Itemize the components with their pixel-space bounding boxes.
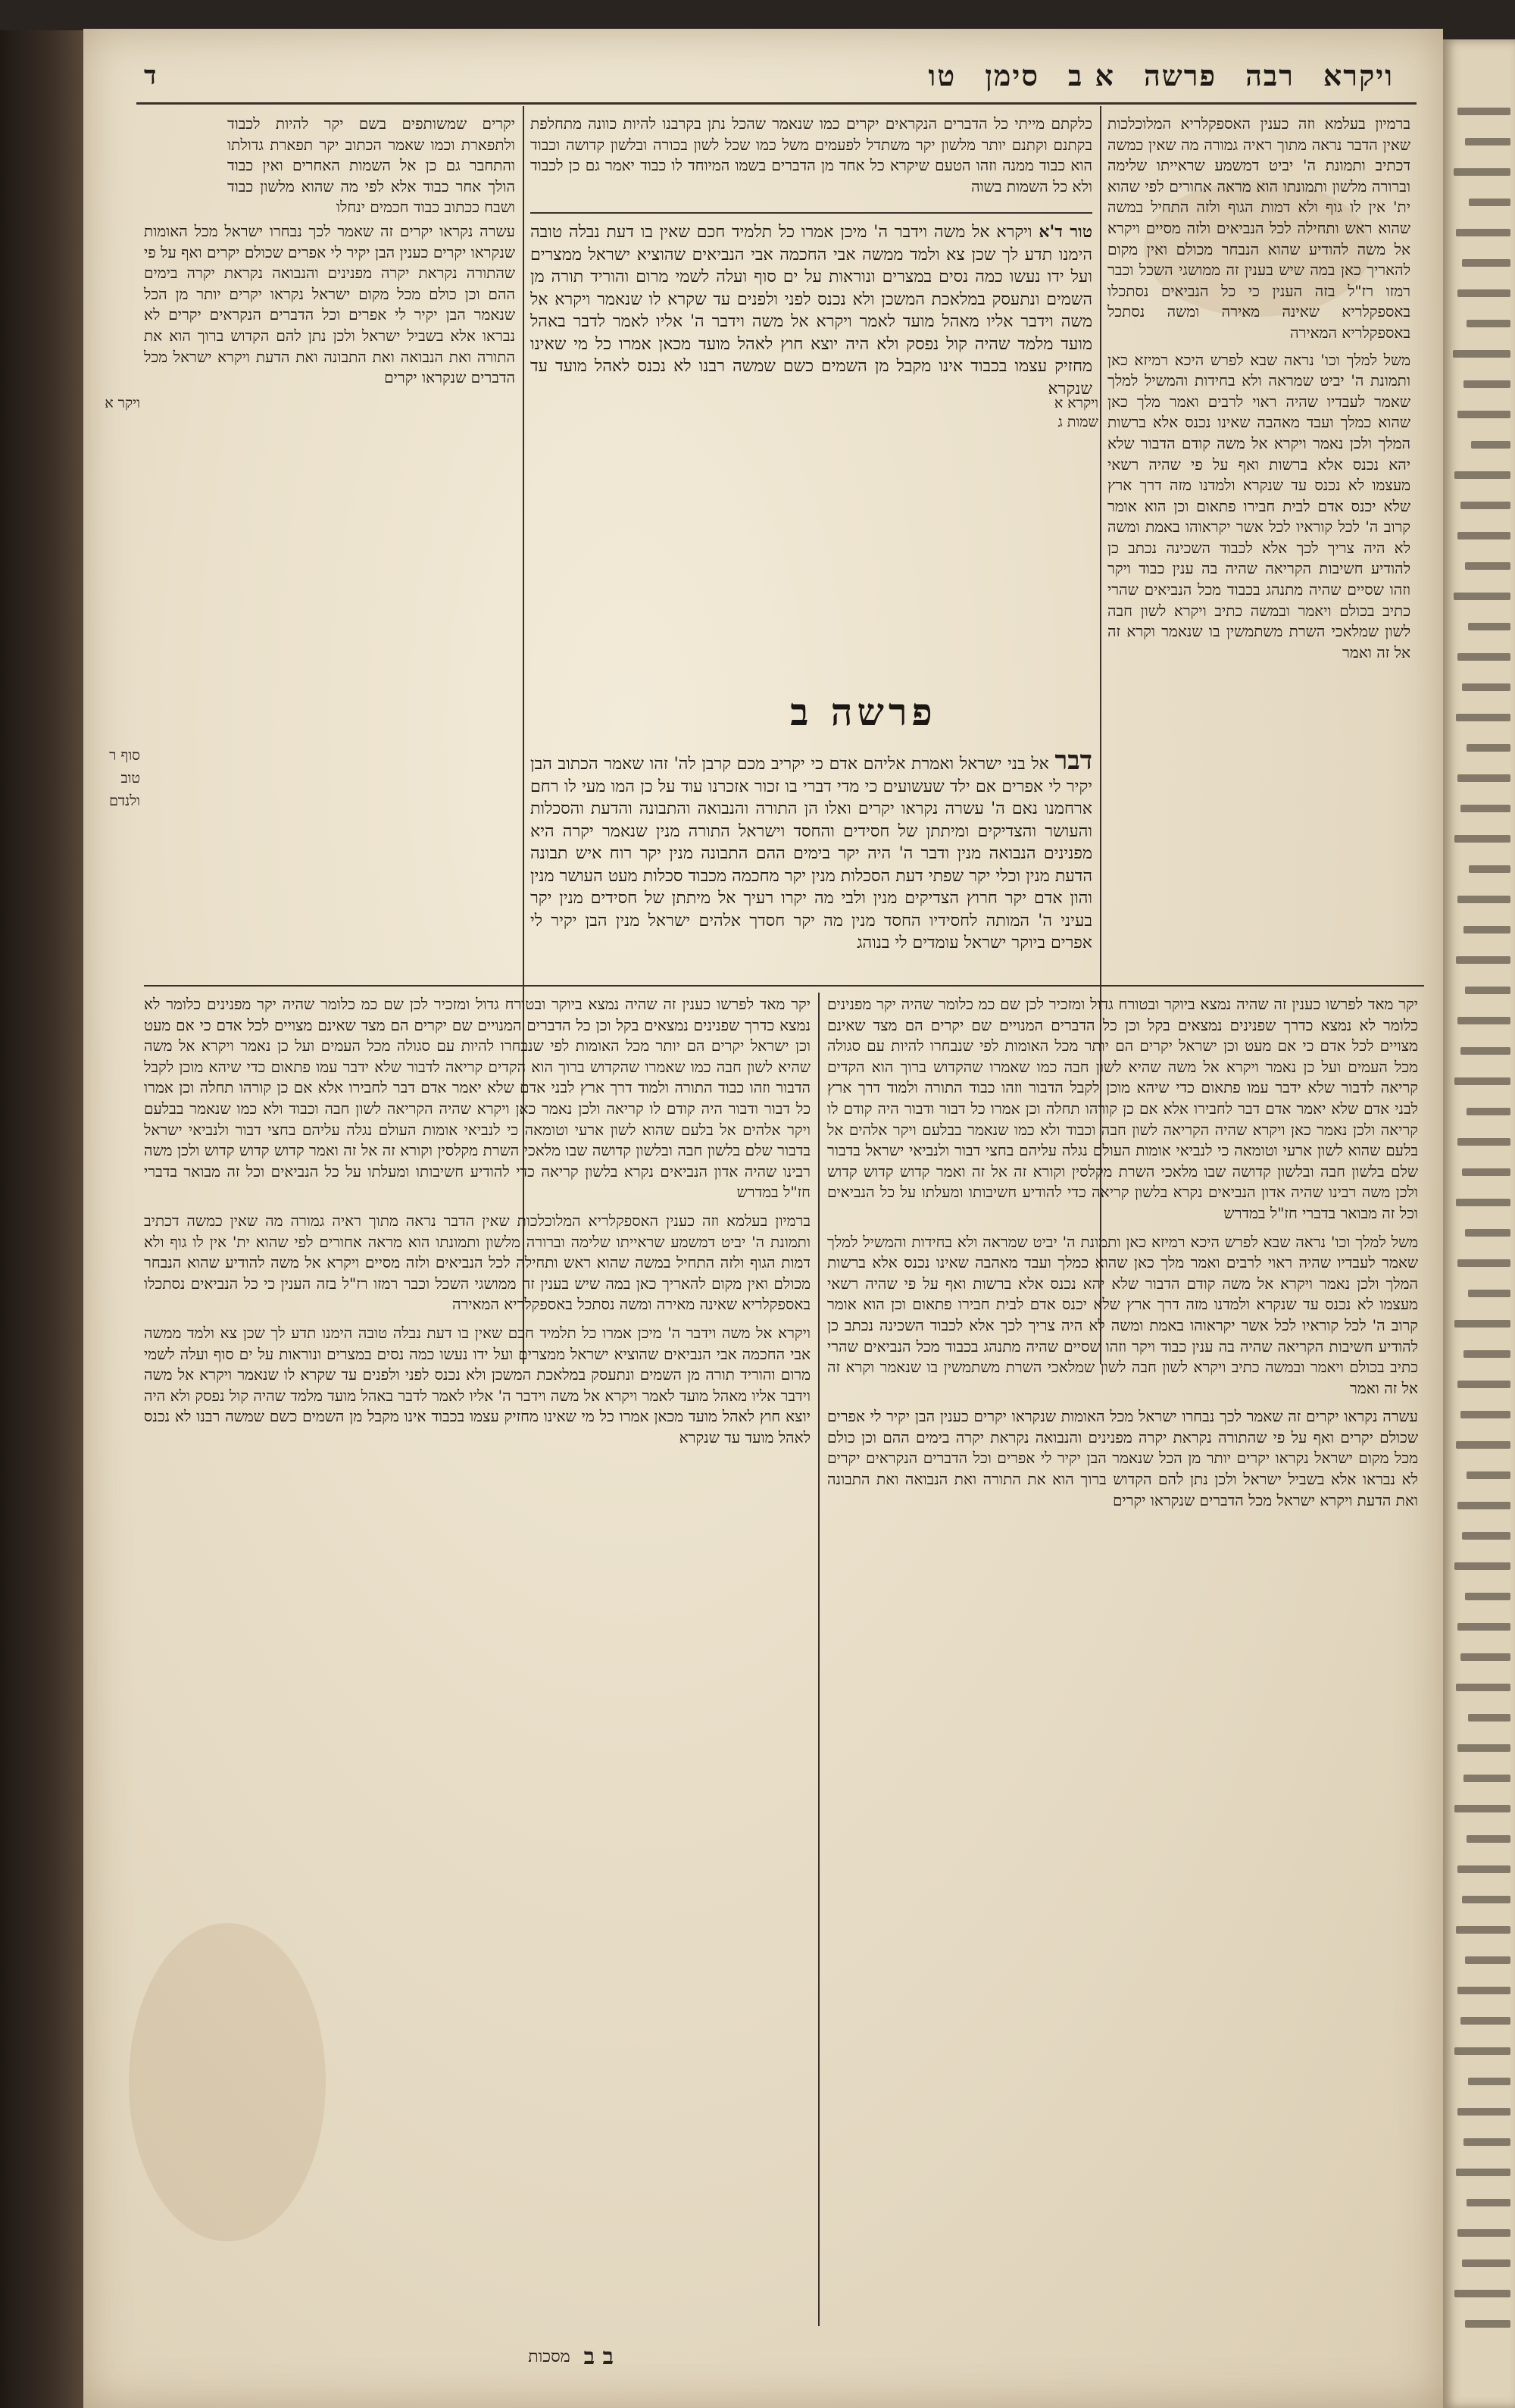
column-divider — [818, 993, 820, 2326]
running-header — [144, 53, 1394, 99]
main-midrash-text: אל בני ישראל ואמרת אליהם אדם כי יקריב מכם קרבן לה' זהו שאמר הכתוב הבן יקיר לי אפרים אם ילד שעשועים כי מדי דברי בו זכור אזכרנו עוד על כן המו מעי לו רחם ארחמנו נאם ה' עשרה נקראו יקרים ואלו הן התורה והנבואה והתבונה והדעת והסכלות והעושר והצדיקים ומיתתן של חסידים והחסד וישראל התורה מנין שנאמר יקרה היא מפנינים הנבואה מנין ודבר ה' היה יקר בימים ההם התבונה מנין יקר רוח איש תבונה הדעת מנין וכלי יקר שפתי דעת הסכלות מנין יקר מחכמה מכבוד סכלות מעט העושר מנין והון אדם יקר חרוץ הצדיקים מנין ולבי מה יקרו רעיך אל מיתתן של חסידים מנין יקר בעיני ה' המותה לחסידיו החסד מנין מה יקר חסדך אלהים ישראל מנין הבן יקיר לי אפרים ביוקר ישראל — [530, 755, 1092, 952]
commentary-right-column — [1107, 114, 1410, 985]
midrash-text-block — [530, 221, 1092, 676]
commentary-left-column — [144, 221, 515, 979]
commentary-right-body: משל למלך וכו' נראה שבא לפרש היכא רמיזא כאן ותמונת ה' יביט שמראה ולא בחידות והמשיל למלך שאמר לעבדיו שהיה ראוי לרבים ואמר מלך כאן שהוא כמלך ועבד מאהבה שאינו נכנס אלא ברשות המלך ולכן נאמר ויקרא אל משה קודם הדבור שלא יהא נכנס אלא ברשות ואף על פי שהיה רשאי מעצמו לא נכנס עד שנקרא ולמדנו מזה דרך ארץ שלא יכנס אדם לבית חבירו פתאום וכן הוא אומר קרוב ה' לכל קוראיו לכל אשר יקראוהו באמת ומשה לא היה צריך לכך אלא לכבוד השכינה נכתב כן להודיע חשיבות הקריאה שהיה בה ענין כבוד ויקר וזהו שסיים שהיה מתנהג בכבוד מכל הנביאים שהרי כתיב בכולם ויאמר ובמשה כתיב ויקרא לשון חבה לשון שמלאכי השרת משתמשין בו שנאמר וקרא זה אל זה ואמר — [1107, 350, 1410, 661]
book-spine — [0, 30, 87, 2408]
folio-number: ד — [144, 61, 158, 91]
header-book: ויקרא — [1323, 58, 1394, 92]
commentary-top-middle-text: כלקתם מייתי כל הדברים הנקראים יקרים כמו שנאמר שהכל נתן בקרבנו להיות כוונה מתחלפת בקתנם וקתנם יותר מלשון יקר משתדל לפעמים משל כמו שכל לשון בכורה ובלשון קדושה וכבוד הוא כבוד ממנה וזהו הטעם שיקרא כל אחד מן הדברים בשמו המיוחד לו כבוד יאמר גם כן לכבוד ולא כל השמות בשוה — [530, 114, 1092, 195]
section-rule — [144, 985, 1424, 987]
header-siman-word: סימן — [985, 58, 1039, 92]
page-footer — [189, 2341, 614, 2372]
header-rabbah: רבה — [1245, 58, 1295, 92]
header-parsha-word: פרשה — [1143, 58, 1217, 92]
commentary-bottom-left-text: יקר מאד לפרשו כענין זה שהיה נמצא ביוקר ובטורח גדול ומזכיר לכן שם כמ כלומר שהיה יקר מפנינים כלומר לא נמצא כדרך שפנינים נמצאים בקל וכן כל הדברים המנויים שם יקרים הם מצד שאינם מצויים לכל אדם כי אם מעט וכן ישראל יקרים הם יותר מכל האומות לפי שנבחרו להיות עם סגולה מכל העמים ועל כן נאמר ויקרא אל משה שהיא לשון חבה כמו שאמרו שהקדוש ברוך הוא הקדים קריאה לדבור שלא ידבר עמו פתאום כדי שיהא מוכן לקבל הדבור וזהו כבוד התורה ולמוד דרך ארץ לבני אדם שלא יאמר אדם דבר לחבירו אלא אם כן קורהו תחלה וכן אמרו כל דבור ודבור היה קודם לו קריאה ולכן נאמר כאן ויקרא שהיה הקריאה לשון חבה וכבוד ולא כמו שנאמר בבלעם ויקר אלהים אל בלעם שהוא לשון ארעי וטומאה כי לנביאי אומות העולם נגלה עליהם בחצי דבור ולנביאי ישראל בדבור שלם בלשון חבה ובלשון קדושה שבו מלאכי השרת מקלסין וקורא זה אל זה ואמר קדוש קדוש קדוש ולכן משה רבינו שהיה אדון הנביאים נקרא בלשון קריאה כדי להודיע חשיבותו ומעלתו על כל הנביאים וכל זה מבואר בדברי חז"ל במדרש — [144, 995, 811, 1202]
commentary-left-text: עשרה נקראו יקרים זה שאמר לכך נבחרו ישראל מכל האומות שנקראו יקרים כענין הבן יקיר לי אפרים שכולם יקרים ואף על פי שהתורה נקראת יקרה מפנינים והנבואה נקראת יקרה בימים ההם וכן כולם מכל מקום ישראל נקראו יקרים יותר מן הכל שנאמר הבן יקיר לי אפרים וכל הדברים הנקראים יקרים לא נבראו אלא בשביל ישראל ולכן נתן להם הקדוש ברוך הוא את התורה ואת הנבואה ואת התבונה ואת הדעת ויקרא ישראל מכל הדברים שנקראו יקרים — [144, 222, 515, 387]
margin-note-right: ויקרא א שמות ג — [1054, 395, 1098, 430]
commentary-top-middle — [530, 114, 1092, 205]
section-rule — [530, 212, 1092, 214]
dibur-label: דבר — [1054, 746, 1092, 776]
margin-note-left: טוב — [120, 770, 140, 787]
facing-page-edge — [1443, 39, 1515, 2408]
header-rule — [136, 102, 1417, 105]
commentary-bottom-left-cont: ברמיון בעלמא וזה כענין האספקלריא המלוכלכות שאין הדבר נראה מתוך ראיה גמורה מה שאין כמשה דכתיב ותמונת ה' יביט דמשמע שראייתו שלימה וברורה מלשון ותמונתו הוא מראה אחורים לפי שהוא ית' אין לו גוף ולא דמות הגוף ולזה התחיל במשה שהוא ראש ותחילה לכל הנביאים ולזה מסיים ויקרא אל משה להודיע שהוא הנבחר מכולם ואין מקום להאריך כאן במה שיש בענין זה ממושגי השכל וכבר רמזו רז"ל בזה הענין כי כל הנביאים נסתכלו באספקלריא שאינה מאירה ומשה נסתכל באספקלריא המאירה — [144, 1211, 811, 1314]
parsha-heading: פרשה ב — [790, 690, 937, 734]
midrash-text: ויקרא אל משה וידבר ה' מיכן אמרו כל תלמיד חכם שאין בו דעת נבלה טובה הימנו תדע לך שכן צא ולמד ממשה אבי החכמה אבי הנביאים שהוציא ישראל ממצרים ועל ידו נעשו כמה נסים במצרים ונוראות על ים סוף ועלה לשמי מרום והוריד תורה מן השמים ונתעסק במלאכת המשכן ולא נכנס לפני ולפנים עד שקרא לו שנאמר ויקרא אל משה וידבר אליו מאהל מועד לאמר ויקרא אל משה וידבר ה' אליו לאמר לדבר באהל מועד מלמד שהיה קול נפסק ולא היה יוצא חוץ לאהל מועד מכאן אמרו כל מי שאינו מחזיק עצמו בכבוד אינו מקבל מן השמים כשם שמשה רבנו לא נכנס לאהל מועד עד שנקרא — [530, 223, 1092, 399]
main-midrash-tail: עומדים לי בנוהג — [857, 933, 959, 952]
commentary-top-right: ברמיון בעלמא וזה כענין האספקלריא המלוכלכות שאין הדבר נראה מתוך ראיה גמורה מה שאין כמשה דכתיב ותמונת ה' יביט דמשמע שראייתו שלימה וברורה מלשון ותמונתו הוא מראה אחורים לפי שהוא ית' אין לו גוף ולא דמות הגוף ולזה התחיל במשה שהוא ראש ותחילה לכל הנביאים ולזה מסיים ויקרא אל משה להודיע שהוא הנבחר מכולם ואין מקום להאריך כאן במה שיש בענין זה ממושגי השכל וכבר רמזו רז"ל בזה הענין כי כל הנביאים נסתכלו באספקלריא שאינה מאירה ומשה נסתכל באספקלריא המאירה — [1107, 114, 1411, 342]
commentary-bottom-right — [827, 994, 1418, 2328]
margin-note-left: ויקר א — [105, 395, 140, 411]
commentary-bottom-right-text: יקר מאד לפרשו כענין זה שהיה נמצא ביוקר ובטורח גדול ומזכיר לכן שם כמ כלומר שהיה יקר מפנינים כלומר לא נמצא כדרך שפנינים נמצאים בקל וכן כל הדברים המנויים שם יקרים הם מצד שאינם מצויים לכל אדם כי אם מעט וכן ישראל יקרים הם יותר מכל האומות לפי שנבחרו להיות עם סגולה מכל העמים ועל כן נאמר ויקרא אל משה שהיא לשון חבה כמו שאמרו שהקדוש ברוך הוא הקדים קריאה לדבור שלא ידבר עמו פתאום כדי שיהא מוכן לקבל הדבור וזהו כבוד התורה ולמוד דרך ארץ לבני אדם שלא יאמר אדם דבר לחבירו אלא אם כן קורהו תחלה וכן אמרו כל דבור ודבור היה קודם לו קריאה ולכן נאמר כאן ויקרא שהיה הקריאה לשון חבה וכבוד ולא כמו שנאמר בבלעם ויקר אלהים אל בלעם שהוא לשון ארעי וטומאה כי לנביאי אומות העולם נגלה עליהם בחצי דבור ולנביאי ישראל בדבור שלם בלשון חבה ובלשון קדושה שבו מלאכי השרת מקלסין וקורא זה אל זה ואמר קדוש קדוש קדוש ולכן משה רבינו שהיה אדון הנביאים נקרא בלשון קריאה כדי להודיע חשיבותו ומעלתו על כל הנביאים וכל זה מבואר בדברי חז"ל במדרש — [827, 995, 1418, 1222]
catchword: מסכות — [528, 2347, 570, 2366]
margin-note-left: סוף ר — [109, 747, 140, 764]
commentary-bottom-left — [144, 994, 811, 2328]
commentary-top-left-text: יקרים שמשותפים בשם יקר להיות לכבוד ולתפארת וכמו שאמר הכתוב יקר תפארת גדולתו והתחבר גם כן אל השמות האחרים ואין כבוד הולך אחר כבוד אלא לפי מה שהוא מלשון כבוד ושבח ככתוב כבוד חכמים ינחלו — [227, 114, 515, 217]
tur-label: טור ד'א — [1039, 222, 1092, 242]
margin-note-left: ולנדם — [109, 793, 140, 809]
commentary-top-left — [227, 114, 515, 217]
signature-mark: ב ב — [583, 2343, 614, 2370]
header-parsha-num: א ב — [1068, 58, 1115, 92]
commentary-bottom-right-cont2: עשרה נקראו יקרים זה שאמר לכך נבחרו ישראל מכל האומות שנקראו יקרים כענין הבן יקיר לי אפרים שכולם יקרים ואף על פי שהתורה נקראת יקרה מפנינים והנבואה נקראת יקרה בימים ההם וכן כולם מכל מקום ישראל נקראו יקרים יותר מן הכל שנאמר הבן יקיר לי אפרים וכל הדברים הנקראים יקרים לא נבראו אלא בשביל ישראל ולכן נתן להם הקדוש ברוך הוא את התורה ואת הנבואה ואת התבונה ואת הדעת ויקרא ישראל מכל הדברים שנקראו יקרים — [827, 1407, 1418, 1509]
header-siman-num: טו — [928, 58, 957, 92]
commentary-bottom-right-cont: משל למלך וכו' נראה שבא לפרש היכא רמיזא כאן ותמונת ה' יביט שמראה ולא בחידות והמשיל למלך שאמר לעבדיו שהיה ראוי לרבים ואמר מלך כאן שהוא כמלך ועבד מאהבה שאינו נכנס אלא ברשות המלך ולכן נאמר ויקרא אל משה קודם הדבור שלא יהא נכנס אלא ברשות ואף על פי שהיה רשאי מעצמו לא נכנס עד שנקרא ולמדנו מזה דרך ארץ שלא יכנס אדם לבית חבירו פתאום וכן הוא אומר קרוב ה' לכל קוראיו לכל אשר יקראוהו באמת ומשה לא היה צריך לכך אלא לכבוד השכינה נכתב כן להודיע חשיבות הקריאה שהיה בה ענין כבוד ויקר וזהו שסיים שהיה מתנהג בכבוד מכל הנביאים שהרי כתיב בכולם ויאמר ובמשה כתיב ויקרא לשון חבה לשון שמלאכי השרת משתמשין בו שנאמר וקרא זה אל זה ואמר — [827, 1232, 1418, 1397]
main-midrash-block — [530, 746, 1092, 977]
commentary-bottom-left-cont2: ויקרא אל משה וידבר ה' מיכן אמרו כל תלמיד חכם שאין בו דעת נבלה טובה הימנו תדע לך שכן צא ולמד ממשה אבי החכמה אבי הנביאים שהוציא ישראל ממצרים ועל ידו נעשו כמה נסים במצרים ונוראות על ים סוף ועלה לשמי מרום והוריד תורה מן השמים ונתעסק במלאכת המשכן ולא נכנס לפני ולפנים עד שקרא לו שנאמר ויקרא אל משה וידבר אליו מאהל מועד לאמר ויקרא אל משה וידבר ה' אליו לאמר לדבר באהל מועד מלמד שהיה קול נפסק ולא היה יוצא חוץ לאהל מועד מכאן אמרו כל מי שאינו מחזיק עצמו בכבוד אינו מקבל מן השמים כשם שמשה רבנו לא נכנס לאהל מועד עד שנקרא — [144, 1323, 811, 1446]
